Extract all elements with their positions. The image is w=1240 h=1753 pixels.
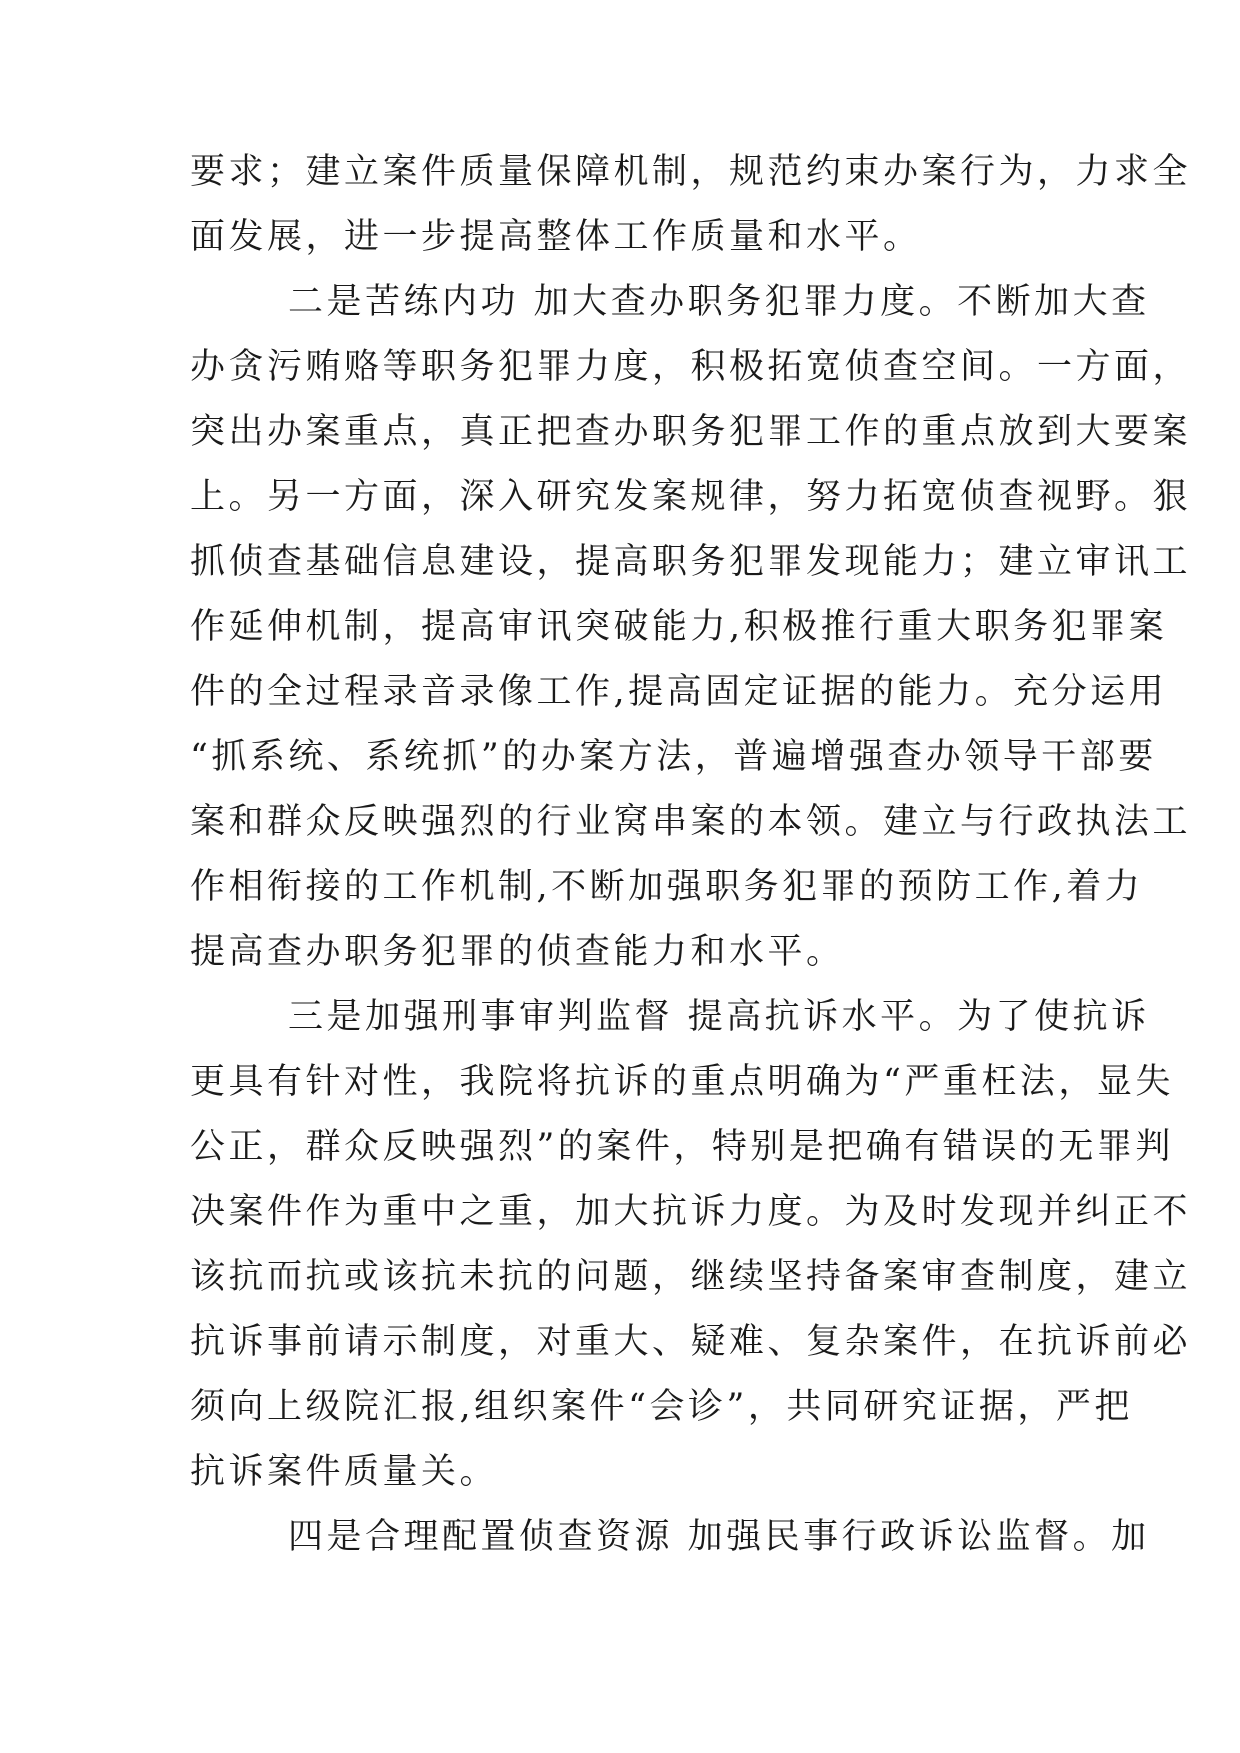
text-line: 更具有针对性，我院将抗诉的重点明确为“严重枉法，显失 [190,1062,1174,1102]
text-line: 案和群众反映强烈的行业窝串案的本领。建立与行政执法工 [190,802,1192,842]
text-line: 抗诉事前请示制度，对重大、疑难、复杂案件，在抗诉前必 [190,1322,1192,1362]
text-line: 该抗而抗或该抗未抗的问题，继续坚持备案审查制度，建立 [190,1257,1192,1297]
paragraph [190,270,1192,985]
text-line: 二是苦练内功 加大查办职务犯罪力度。不断加大查 [288,282,1150,322]
document-body [190,140,1192,1570]
text-line: 作相衔接的工作机制,不断加强职务犯罪的预防工作,着力 [190,867,1144,907]
text-line: 面发展，进一步提高整体工作质量和水平。 [190,217,922,257]
text-line: 突出办案重点，真正把查办职务犯罪工作的重点放到大要案 [190,412,1192,452]
text-line: 抓侦查基础信息建设，提高职务犯罪发现能力；建立审讯工 [190,542,1192,582]
text-line: 决案件作为重中之重，加大抗诉力度。为及时发现并纠正不 [190,1192,1192,1232]
text-line: 抗诉案件质量关。 [190,1452,499,1492]
text-line: 提高查办职务犯罪的侦查能力和水平。 [190,932,845,972]
paragraph [190,140,1192,270]
text-line: 须向上级院汇报,组织案件“会诊”，共同研究证据，严把 [190,1387,1133,1427]
text-line: 要求；建立案件质量保障机制，规范约束办案行为，力求全 [190,152,1192,192]
text-line: “抓系统、系统抓”的办案方法，普遍增强查办领导干部要 [190,737,1157,777]
text-line: 公正，群众反映强烈”的案件，特别是把确有错误的无罪判 [190,1127,1174,1167]
text-line: 三是加强刑事审判监督 提高抗诉水平。为了使抗诉 [288,997,1150,1037]
text-line: 作延伸机制，提高审讯突破能力,积极推行重大职务犯罪案 [190,607,1168,647]
text-line: 上。另一方面，深入研究发案规律，努力拓宽侦查视野。狠 [190,477,1192,517]
paragraph [190,985,1192,1505]
text-line: 四是合理配置侦查资源 加强民事行政诉讼监督。加 [288,1517,1150,1557]
text-line: 件的全过程录音录像工作,提高固定证据的能力。充分运用 [190,672,1168,712]
text-line: 办贪污贿赂等职务犯罪力度，积极拓宽侦查空间。一方面， [190,347,1192,387]
paragraph [190,1505,1150,1570]
